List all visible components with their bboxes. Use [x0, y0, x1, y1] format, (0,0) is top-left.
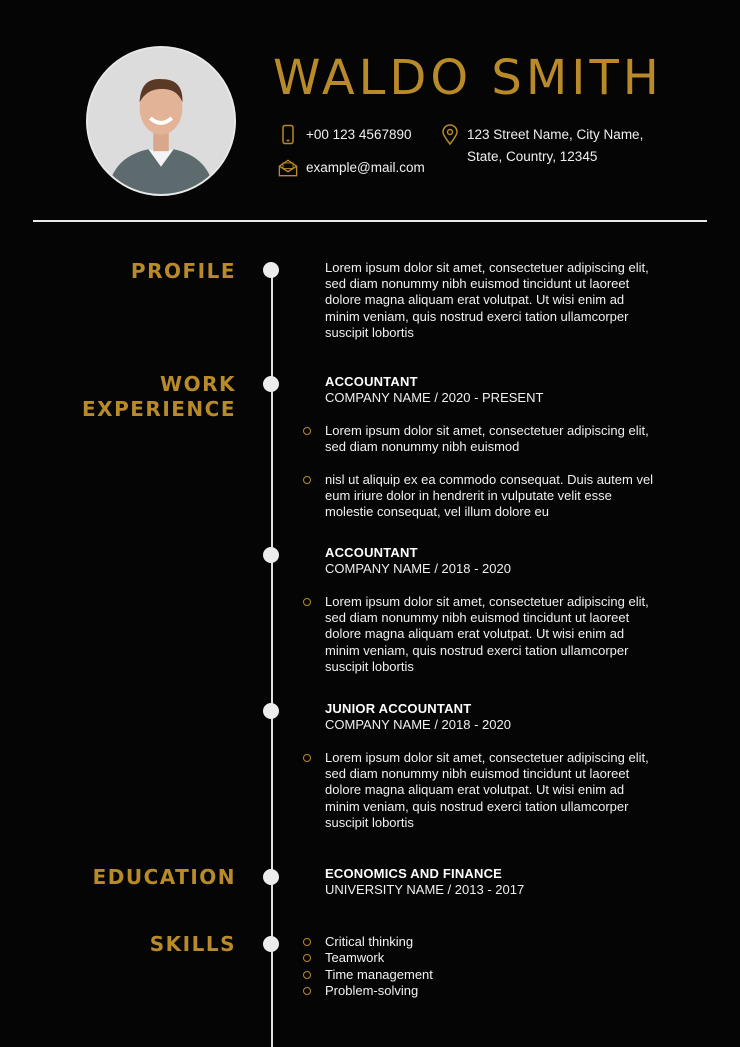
address-line-1: 123 Street Name, City Name,: [467, 127, 644, 142]
school-name: UNIVERSITY NAME / 2013 - 2017: [325, 882, 525, 898]
education-heading: EDUCATION: [92, 865, 236, 889]
job-header-3: [325, 701, 655, 733]
work-heading-line-2: EXPERIENCE: [82, 397, 236, 421]
address-line-2: State, Country, 12345: [467, 149, 598, 164]
job-1-bullet-2: nisl ut aliquip ex ea commodo consequat. Duis autem vel eum iriure dolor in hendrerit in vulputate velit esse molestie consequat, vel illum dolore eu: [325, 472, 654, 520]
skill-item: Time management: [325, 967, 625, 983]
degree-name: ECONOMICS AND FINANCE: [325, 866, 503, 881]
skills-heading: SKILLS: [149, 932, 236, 956]
profile-heading: PROFILE: [130, 259, 236, 283]
skill-item: Critical thinking: [325, 934, 625, 950]
job-title: ACCOUNTANT: [325, 545, 418, 560]
person-photo-icon: [88, 48, 234, 194]
skills-list: [325, 934, 625, 1000]
job-1-bullet-1: Lorem ipsum dolor sit amet, consectetuer adipiscing elit, sed diam nonummy nibh euismod: [325, 423, 655, 455]
job-header-2: [325, 545, 655, 577]
phone-number: +00 123 4567890: [306, 127, 412, 142]
timeline-dot-education: [263, 869, 279, 885]
profile-photo: [86, 46, 236, 196]
timeline-dot-work-2: [263, 547, 279, 563]
job-company: COMPANY NAME / 2018 - 2020: [325, 561, 511, 577]
header-divider: [33, 220, 707, 222]
job-title: JUNIOR ACCOUNTANT: [325, 701, 472, 716]
skill-item: Teamwork: [325, 950, 625, 966]
skill-item: Problem-solving: [325, 983, 625, 999]
job-3-bullet-1: Lorem ipsum dolor sit amet, consectetuer adipiscing elit, sed diam nonummy nibh euismod tincidunt ut laoreet dolore magna aliquam erat volutpat. Ut wisi enim ad minim veniam, quis nostrud exerci tation ullamcorper suscipit lobortis: [325, 750, 655, 831]
phone-icon: [278, 124, 298, 146]
job-title: ACCOUNTANT: [325, 374, 418, 389]
address-contact: [440, 124, 670, 168]
candidate-name: WALDO SMITH: [273, 50, 663, 106]
work-experience-heading: [82, 372, 236, 422]
mail-icon: [278, 157, 298, 179]
timeline-dot-work-3: [263, 703, 279, 719]
profile-text: Lorem ipsum dolor sit amet, consectetuer adipiscing elit, sed diam nonummy nibh euismod tincidunt ut laoreet dolore magna aliquam erat volutpat. Ut wisi enim ad minim veniam, quis nostrud exerci tation ullamcorper suscipit lobortis: [325, 260, 649, 340]
job-2-bullet-1: Lorem ipsum dolor sit amet, consectetuer adipiscing elit, sed diam nonummy nibh euismod tincidunt ut laoreet dolore magna aliquam erat volutpat. Ut wisi enim ad minim veniam, quis nostrud exerci tation ullamcorper suscipit lobortis: [325, 594, 655, 675]
email-address: example@mail.com: [306, 160, 425, 175]
timeline-dot-work-1: [263, 376, 279, 392]
job-company: COMPANY NAME / 2020 - PRESENT: [325, 390, 544, 406]
email-contact: [278, 157, 448, 179]
phone-contact: [278, 124, 448, 146]
job-company: COMPANY NAME / 2018 - 2020: [325, 717, 511, 733]
timeline-dot-profile: [263, 262, 279, 278]
education-entry: [325, 866, 655, 898]
timeline-dot-skills: [263, 936, 279, 952]
job-header-1: [325, 374, 655, 406]
location-pin-icon: [440, 124, 460, 146]
work-heading-line-1: WORK: [160, 372, 236, 396]
